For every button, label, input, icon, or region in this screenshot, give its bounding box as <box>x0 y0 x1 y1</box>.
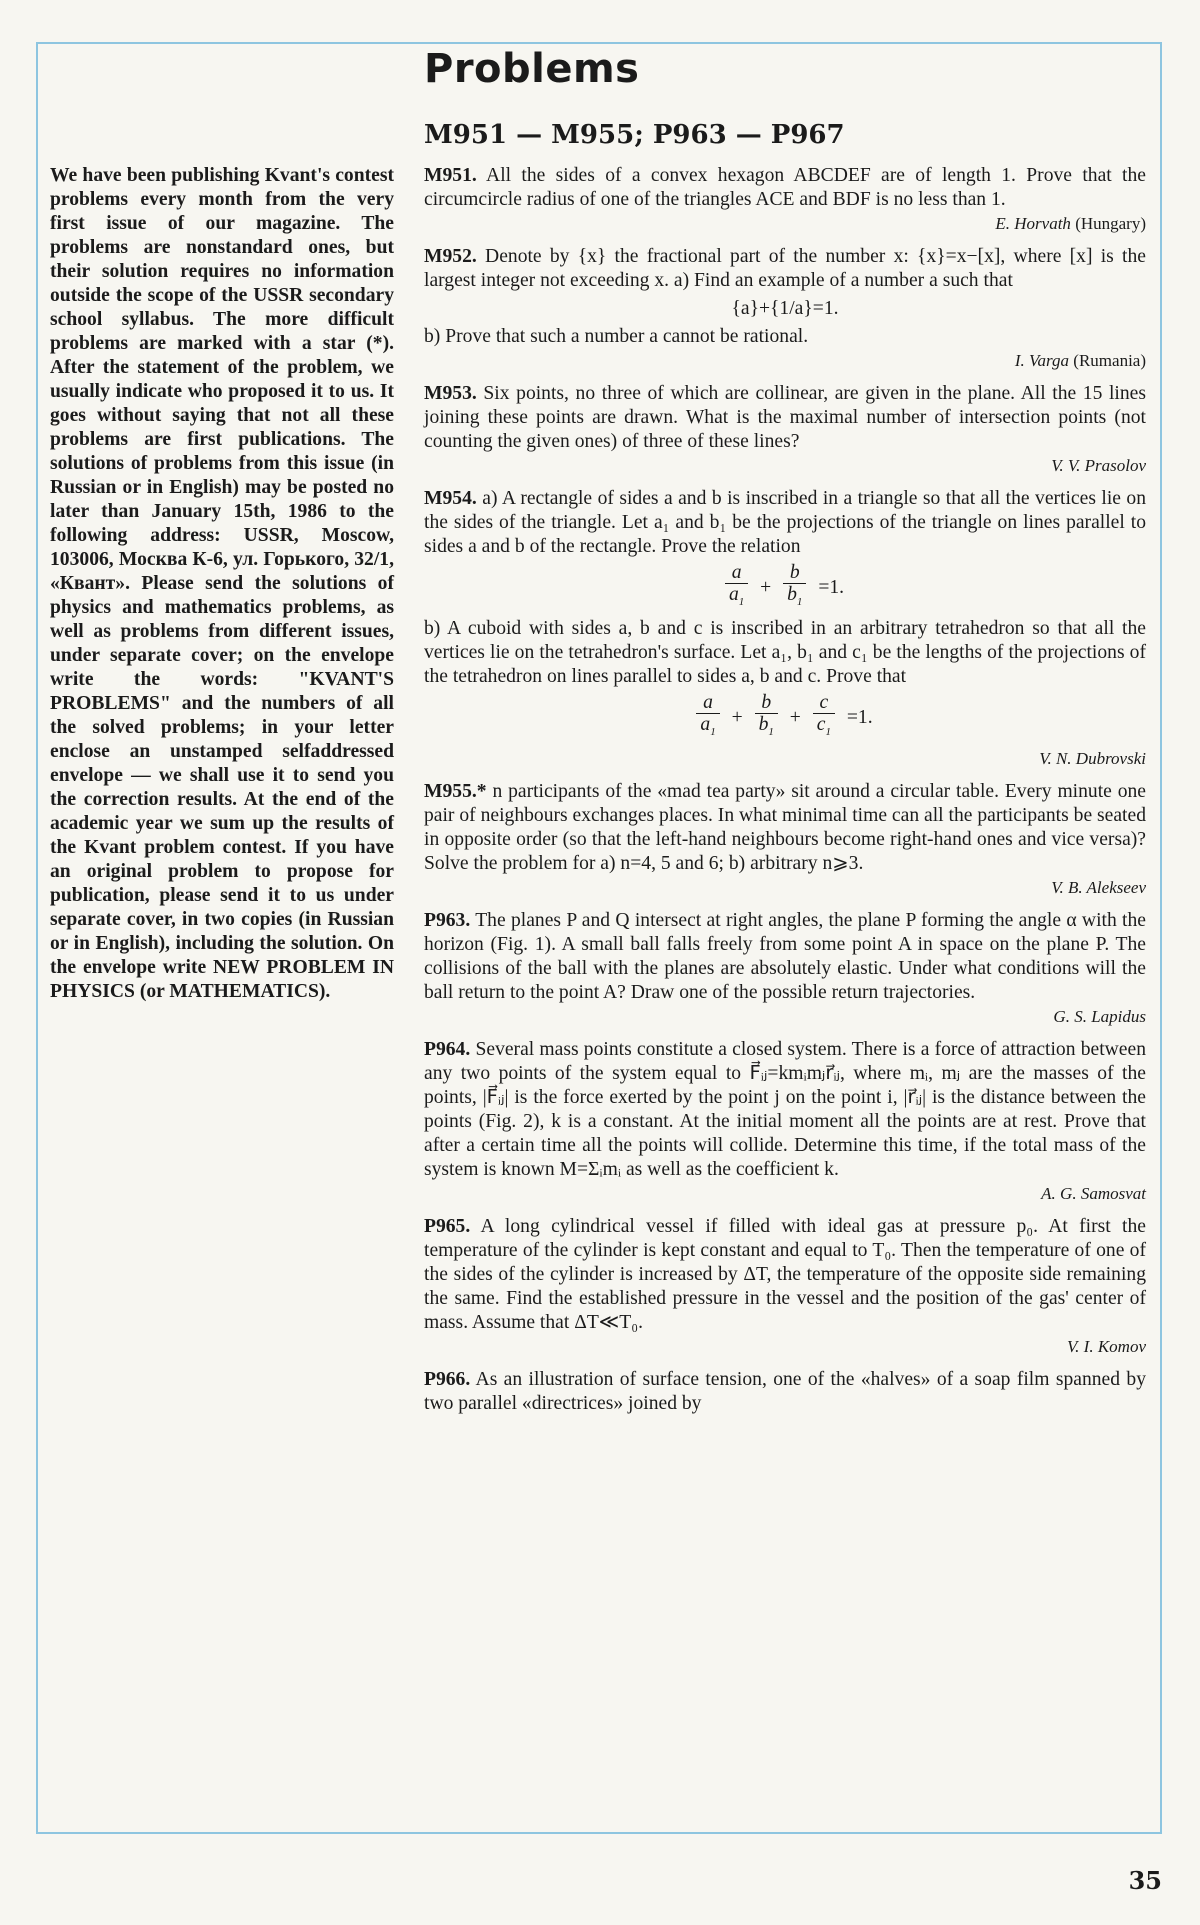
problem-id: M953. <box>424 383 477 404</box>
problem-author: V. V. Prasolov <box>1051 456 1146 475</box>
problem-text: Several mass points constitute a closed system. There is a force of attraction between any two points of the system equal to F⃗ᵢⱼ=kmᵢmⱼr⃗ᵢⱼ, where mᵢ, mⱼ are the masses of the points, |F⃗ᵢⱼ| is the force exerted by the point j on the point i, |r⃗ᵢⱼ| is the distance between the points (Fig. 2), k is a constant. At the initial moment all the points are at rest. Prove that after a certain time all the points will collide. Determine this time, if the total mass of the system is known M=Σᵢmᵢ as well as the coefficient k. <box>424 1038 1146 1180</box>
problem-p964 <box>424 1038 1146 1206</box>
problem-text: As an illustration of surface tension, one of the «halves» of a soap film spanned by two parallel «directrices» joined by <box>424 1368 1146 1414</box>
problem-m951 <box>424 164 1146 236</box>
problem-id: M954. <box>424 488 477 509</box>
fraction: $\frac{b}{b_1}$ <box>783 563 806 613</box>
problem-author: G. S. Lapidus <box>1053 1006 1146 1026</box>
problem-author: E. Horvath (Hungary) <box>995 214 1146 233</box>
problem-author: I. Varga (Rumania) <box>1014 351 1146 370</box>
problems-column <box>424 164 1146 1425</box>
problem-author: A. G. Samosvat <box>1041 1183 1146 1203</box>
problem-author: V. N. Dubrovski <box>1039 748 1146 768</box>
problem-text: Denote by {x} the fractional part of the number x: {x}=x−[x], where [x] is the largest integer not exceeding x. a) Find an example of a number a such that <box>424 246 1146 291</box>
problem-text-part-b: b) A cuboid with sides a, b and c is inscribed in an arbitrary tetrahedron so that all the vertices lie on the tetrahedron's surface. Let a₁, b₁ and c₁ be the lengths of the projections of the tetrahedron on lines parallel to sides a, b and c. Prove that <box>424 617 1146 687</box>
problem-m952 <box>424 245 1146 373</box>
page-title: Problems <box>424 46 640 92</box>
problem-text: A long cylindrical vessel if filled with ideal gas at pressure p₀. At first the temperature of the cylinder is kept constant and equal to T₀. Then the temperature of one of the sides of the cylinder is increased by ΔT, the temperature of the opposite side remaining the same. Find the established pressure in the vessel and the position of the gas' center of mass. Assume that ΔT≪T₀. <box>424 1215 1146 1333</box>
fraction: $\frac{b}{b_1}$ <box>755 693 778 743</box>
problem-text: a) A rectangle of sides a and b is inscribed in a triangle so that all the vertices lie on the sides of the triangle. Let a₁ and b₁ be the projections of the triangle on lines parallel to sides a and b of the rectangle. Prove the relation <box>424 488 1146 557</box>
problem-p963 <box>424 909 1146 1029</box>
problem-id: P964. <box>424 1038 471 1060</box>
problem-m953 <box>424 382 1146 478</box>
contest-info-sidebar: We have been publishing Kvant's contest problems every month from the very first issue of our magazine. The problems are nonstandard ones, but their solution requires no information outside the scope of the USSR secondary school syllabus. The more difficult problems are marked with a star (*). After the statement of the problem, we usually indicate who proposed it to us. It goes without saying that not all these problems are first publications. The solutions of problems from this issue (in Russian or in English) may be posted no later than January 15th, 1986 to the following address: USSR, Moscow, 103006, Москва К-6, ул. Горького, 32/1, «Квант». Please send the solutions of physics and mathematics problems, as well as problems from different issues, under separate cover; on the envelope write the words: "KVANT'S PROBLEMS" and the numbers of all the solved problems; in your letter enclose an unstamped selfaddressed envelope — we shall use it to send you the correction results. At the end of the academic year we sum up the results of the Kvant problem contest. If you have an original problem to propose for publication, please send it to us under separate cover, in two copies (in Russian or in English), including the solution. On the envelope write NEW PROBLEM IN PHYSICS (or MATHEMATICS). <box>50 165 394 1002</box>
problem-id: P966. <box>424 1368 471 1390</box>
problem-p966 <box>424 1368 1146 1416</box>
page-number: 35 <box>1128 1866 1162 1895</box>
problem-m954 <box>424 487 1146 771</box>
problem-text: Six points, no three of which are collinear, are given in the plane. All the 15 lines joining these points are drawn. What is the maximal number of intersection points (not counting the given ones) of three of these lines? <box>424 383 1146 452</box>
problem-text: The planes P and Q intersect at right angles, the plane P forming the angle α with the horizon (Fig. 1). A small ball falls freely from some point A in space on the plane P. The collisions of the ball with the planes are absolutely elastic. Under what conditions will the ball return to the point A? Draw one of the possible return trajectories. <box>424 909 1146 1003</box>
problem-text: n participants of the «mad tea party» sit around a circular table. Every minute one pair of neighbours exchanges places. In what minimal time can all the participants be seated in opposite order (so that the left-hand neighbours become right-hand ones and vice versa)? Solve the problem for a) n=4, 5 and 6; b) arbitrary n⩾3. <box>424 780 1146 874</box>
problem-author: V. I. Komov <box>1066 1336 1146 1356</box>
problem-m955 <box>424 780 1146 900</box>
problem-text: All the sides of a convex hexagon ABCDEF are of length 1. Prove that the circumcircle radius of one of the triangles ACE and BDF is no less than 1. <box>424 165 1146 210</box>
problem-range-subtitle: M951 — M955; P963 — P967 <box>424 120 845 150</box>
problem-text-part-b: b) Prove that such a number a cannot be rational. <box>424 326 809 347</box>
problem-id: P963. <box>424 909 471 931</box>
formula: {a}+{1/a}=1. <box>731 298 839 319</box>
fraction: $\frac{c}{c_1}$ <box>813 693 835 743</box>
problem-author: V. B. Alekseev <box>1051 877 1146 897</box>
fraction-relation: $\frac{a}{a_1}$ + $\frac{b}{b_1}$ =1. <box>424 563 1146 613</box>
problem-id: M952. <box>424 246 477 267</box>
fraction: $\frac{a}{a_1}$ <box>696 693 719 743</box>
problem-id: P965. <box>424 1215 471 1237</box>
problem-p965 <box>424 1215 1146 1359</box>
fraction-relation: $\frac{a}{a_1}$ + $\frac{b}{b_1}$ + $\frac{c}{c_1}$ =1. <box>424 693 1146 743</box>
fraction: $\frac{a}{a_1}$ <box>725 563 748 613</box>
problem-id: M951. <box>424 165 477 186</box>
problem-id: M955.* <box>424 780 487 802</box>
